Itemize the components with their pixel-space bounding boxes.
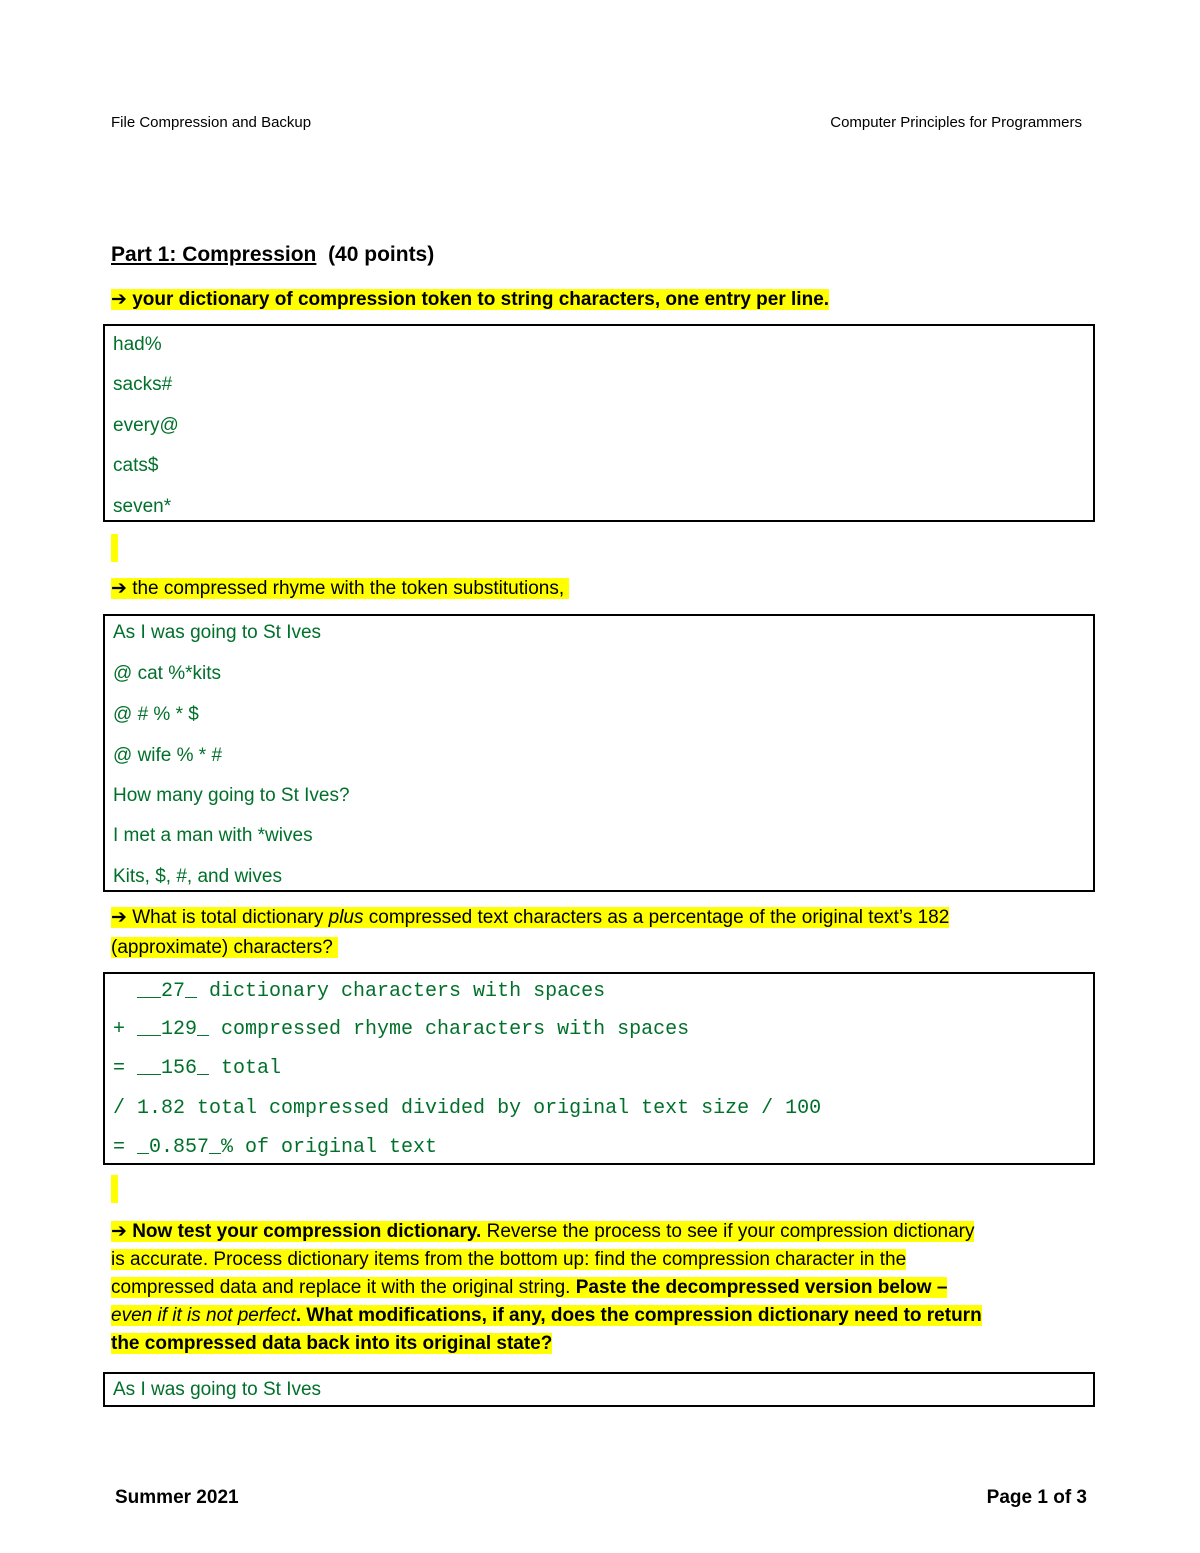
calc-line: + __129_ compressed rhyme characters with spaces (113, 1018, 690, 1041)
part-points: (40 points) (328, 243, 435, 266)
prompt-percentage-line2: (approximate) characters? (111, 937, 333, 958)
part-title-text: Part 1: Compression (111, 243, 317, 266)
prompt-test-line5: the compressed data back into its original state? (111, 1333, 553, 1354)
arrow-icon: ➔ (111, 289, 127, 310)
rhyme-line: Kits, $, #, and wives (113, 866, 282, 887)
prompt-test-line4b: . What modifications, if any, does the compression dictionary need to return (295, 1305, 982, 1326)
dictionary-entry: every@ (113, 415, 179, 436)
footer-right: Page 1 of 3 (986, 1487, 1087, 1508)
prompt-test (111, 1218, 1091, 1358)
prompt-percentage (111, 904, 1091, 962)
calculation-box[interactable] (103, 972, 1095, 1165)
rhyme-line: @ wife % * # (113, 745, 223, 766)
prompt-test-text1: Reverse the process to see if your compression dictionary (481, 1221, 975, 1242)
arrow-icon: ➔ (111, 578, 127, 599)
prompt-percentage-italic: plus (328, 907, 364, 928)
calc-line: __27_ dictionary characters with spaces (113, 980, 606, 1003)
arrow-icon: ➔ (111, 1221, 127, 1242)
dictionary-entry: sacks# (113, 374, 173, 395)
prompt-compressed (111, 575, 569, 603)
highlight-marker (111, 534, 118, 562)
part-title (111, 243, 434, 267)
dictionary-entry: had% (113, 334, 162, 355)
header-left: File Compression and Backup (111, 114, 312, 131)
header-right: Computer Principles for Programmers (830, 114, 1082, 131)
prompt-test-line4a: even if it is not perfect (111, 1305, 296, 1326)
calc-line: / 1.82 total compressed divided by original text size / 100 (113, 1097, 822, 1120)
dictionary-entry: cats$ (113, 455, 159, 476)
prompt-compressed-text: the compressed rhyme with the token substitutions, (132, 578, 565, 599)
decompressed-line: As I was going to St Ives (113, 1379, 322, 1400)
prompt-test-line2: is accurate. Process dictionary items from the bottom up: find the compression character in the (111, 1249, 907, 1270)
rhyme-line: @ # % * $ (113, 704, 199, 725)
calc-line: = _0.857_% of original text (113, 1136, 438, 1159)
decompressed-box[interactable] (103, 1372, 1095, 1407)
rhyme-line: How many going to St Ives? (113, 785, 350, 806)
dictionary-box[interactable] (103, 324, 1095, 522)
rhyme-line: I met a man with *wives (113, 825, 313, 846)
rhyme-line: @ cat %*kits (113, 663, 221, 684)
highlight-marker (111, 1175, 118, 1203)
prompt-test-bold: Now test your compression dictionary. (132, 1221, 482, 1242)
prompt-test-line3b: Paste the decompressed version below – (575, 1277, 948, 1298)
prompt-dictionary-text: your dictionary of compression token to string characters, one entry per line. (132, 289, 830, 310)
arrow-icon: ➔ (111, 907, 127, 928)
compressed-rhyme-box[interactable] (103, 614, 1095, 892)
prompt-dictionary (111, 286, 829, 314)
prompt-percentage-b: compressed text characters as a percentage of the original text’s 182 (363, 907, 950, 928)
prompt-percentage-a: What is total dictionary (132, 907, 329, 928)
rhyme-line: As I was going to St Ives (113, 622, 322, 643)
footer-left: Summer 2021 (115, 1487, 239, 1508)
calc-line: = __156_ total (113, 1057, 282, 1080)
prompt-test-line3a: compressed data and replace it with the original string. (111, 1277, 576, 1298)
dictionary-entry: seven* (113, 496, 172, 517)
